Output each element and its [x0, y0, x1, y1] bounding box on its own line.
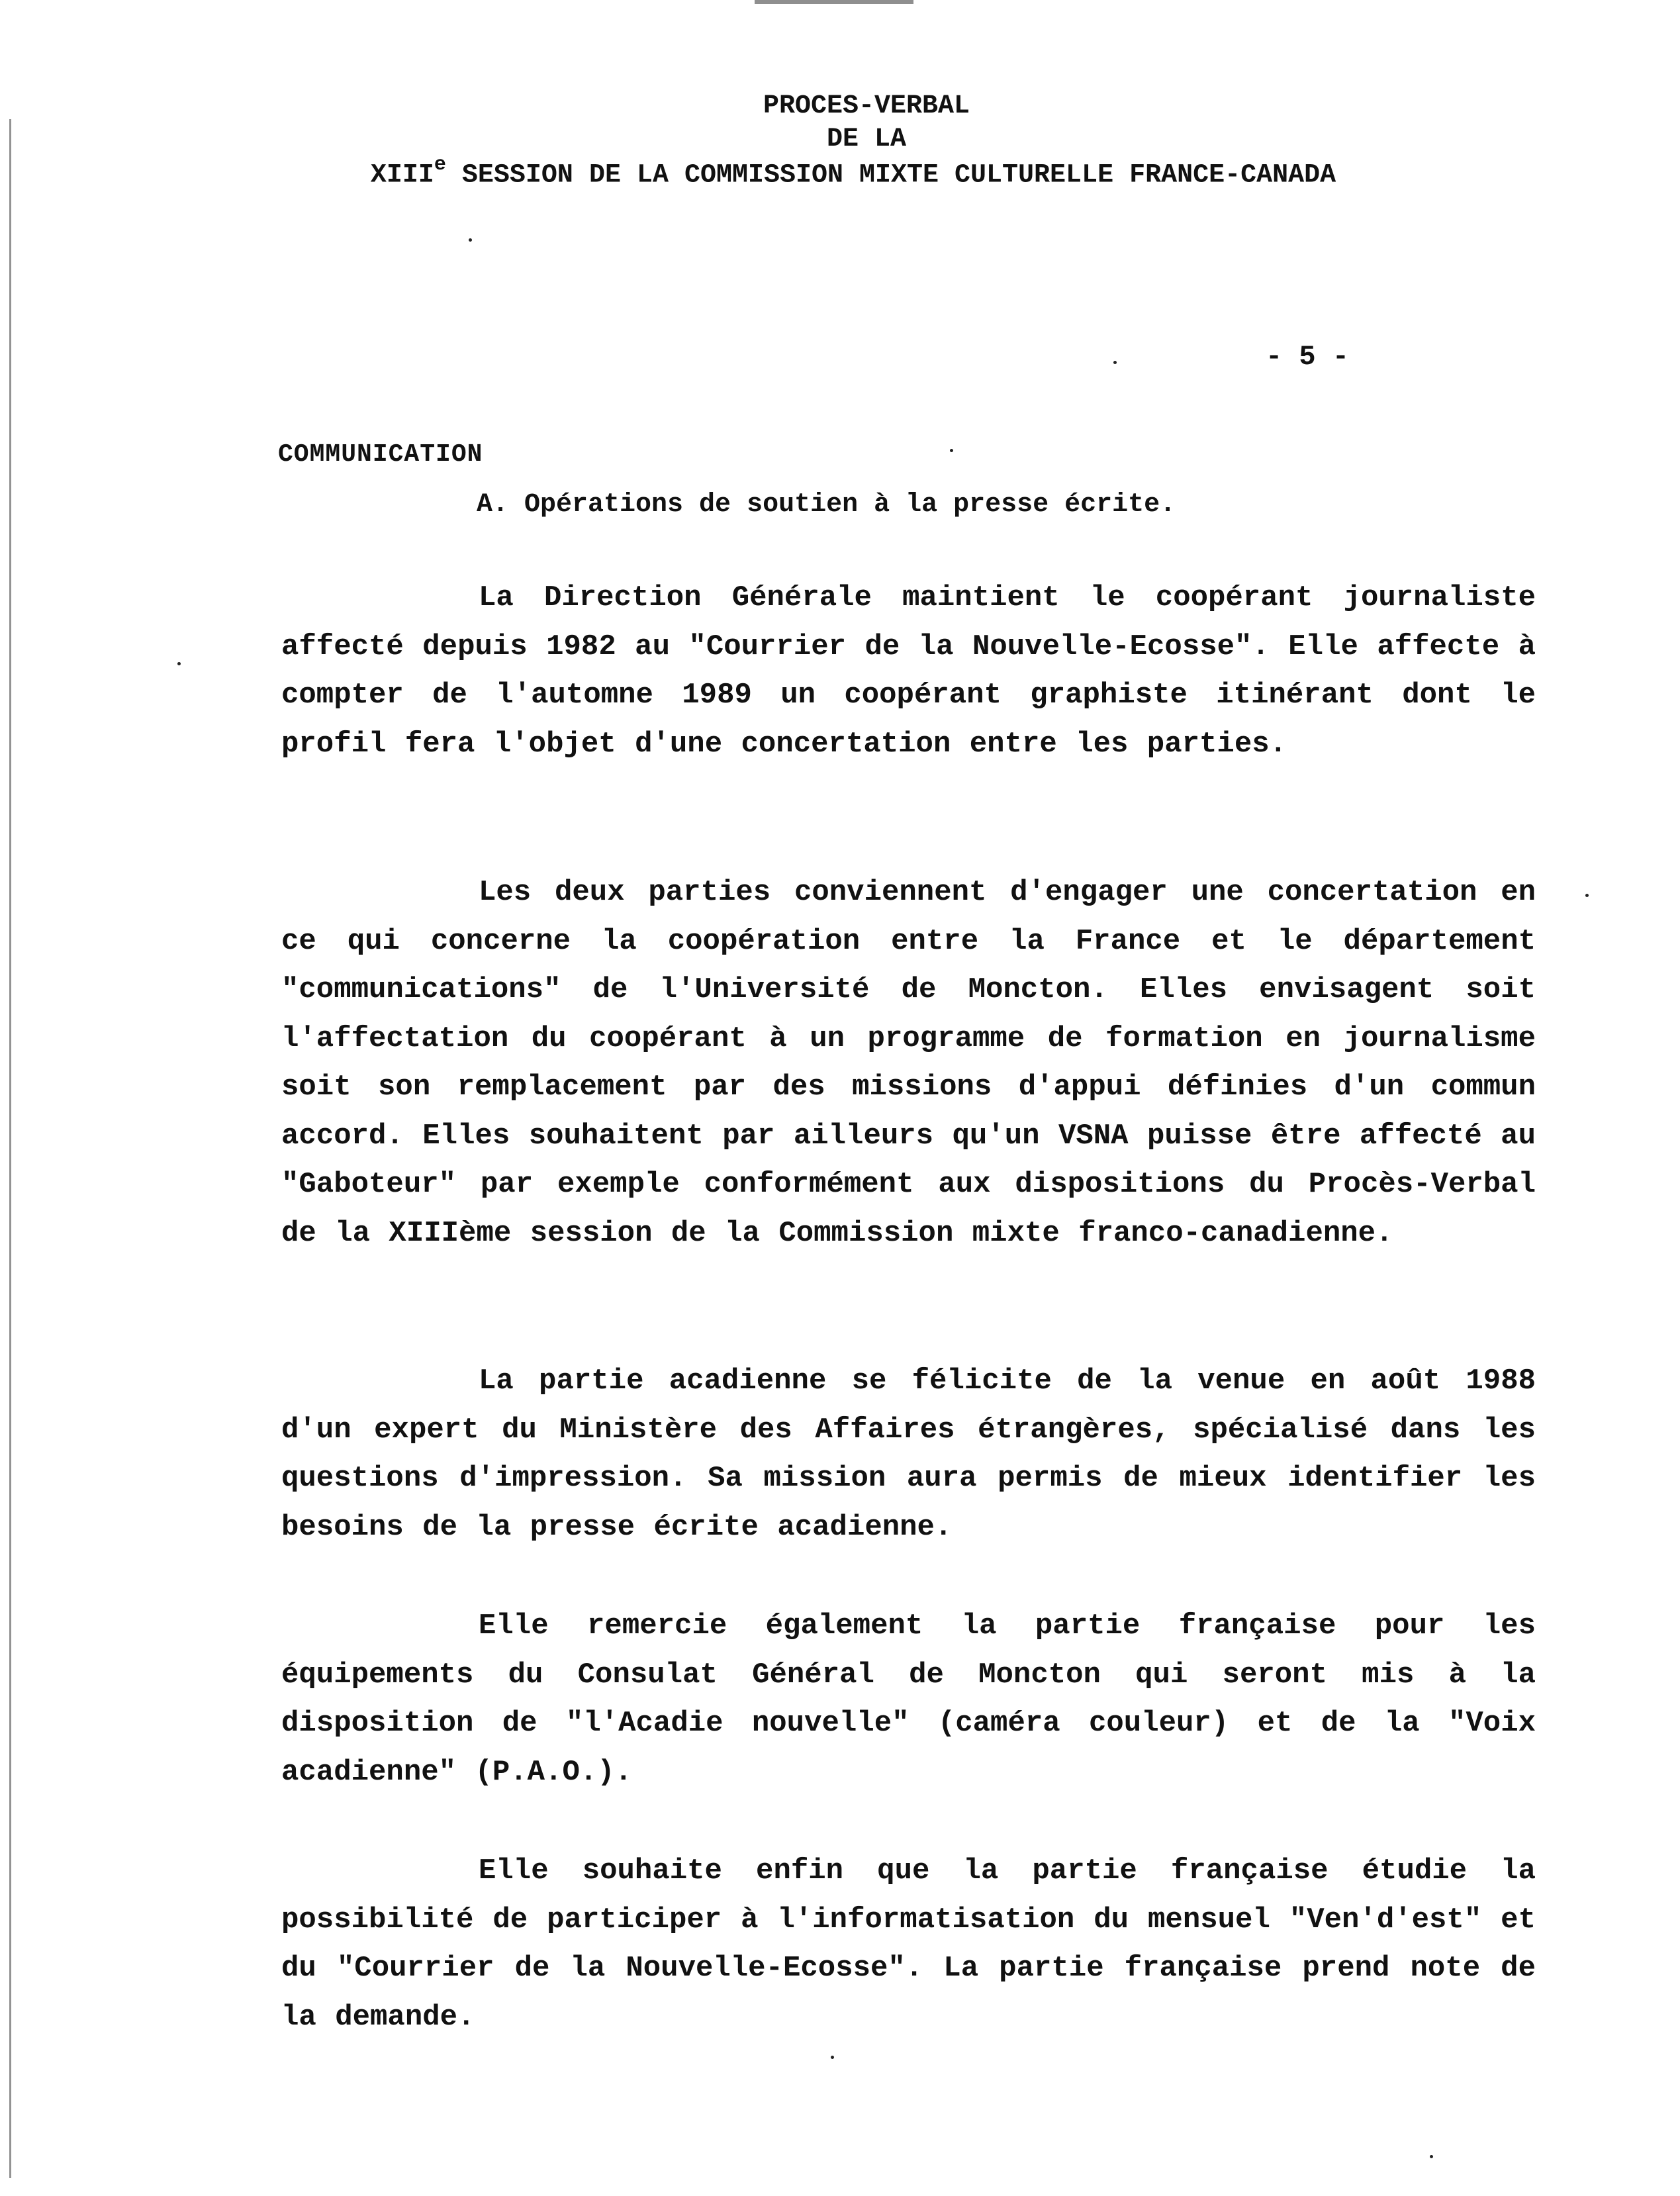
page-number: - 5 -	[1266, 341, 1350, 373]
paragraph-text: Les deux parties conviennent d'engager une concertation en ce qui concerne la coopération entre la France et le département "communications" de l'Université de Moncton. Elles envisagent soit l'affectation du coopérant à un programme de formation en journalisme soit son remplacement par des missions d'appui définies d'un commun accord. Elles souhaitent par ailleurs qu'un VSNA puisse être affecté au "Gaboteur" par exemple conformément aux dispositions du Procès-Verbal de la XIIIème session de la Commission mixte franco-canadienne.	[281, 876, 1536, 1250]
paragraph	[281, 1357, 1536, 1552]
paragraph-text: Elle souhaite enfin que la partie française étudie la possibilité de participer à l'informatisation du mensuel "Ven'd'est" et du "Courrier de la Nouvelle-Ecosse". La partie française prend note de la demande.	[281, 1854, 1536, 2034]
scan-speck	[177, 662, 181, 665]
scan-edge-line	[9, 119, 11, 2178]
scan-speck	[469, 238, 472, 242]
header-subtitle: DE LA	[826, 124, 907, 154]
paragraph-text: La Direction Générale maintient le coopérant journaliste affecté depuis 1982 au "Courrier de la Nouvelle-Ecosse". Elle affecte à compter de l'automne 1989 un coopérant graphiste itinérant dont le profil fera l'objet d'une concertation entre les parties.	[281, 581, 1536, 761]
paragraph	[281, 1602, 1536, 1797]
section-heading: COMMUNICATION	[278, 440, 483, 469]
scan-speck	[1585, 894, 1589, 897]
header-session-superscript: e	[434, 154, 446, 176]
scan-speck	[831, 2056, 834, 2059]
paragraph-text: La partie acadienne se félicite de la venue en août 1988 d'un expert du Ministère des Affaires étrangères, spécialisé dans les questions d'impression. Sa mission aura permis de mieux identifier les besoins de la presse écrite acadienne.	[281, 1364, 1536, 1544]
header-title: PROCES-VERBAL	[763, 91, 970, 121]
subheading: A. Opérations de soutien à la presse écrite.	[477, 490, 1176, 520]
scan-speck	[1113, 361, 1117, 364]
scan-speck	[950, 449, 953, 452]
paragraph-text: Elle remercie également la partie française pour les équipements du Consulat Général de Moncton qui seront mis à la disposition de "l'Acadie nouvelle" (caméra couleur) et de la "Voix acadienne" (P.A.O.).	[281, 1609, 1536, 1789]
header-session-line	[0, 156, 1680, 190]
scan-speck	[1430, 2155, 1433, 2158]
paragraph	[281, 574, 1536, 769]
scan-artifact-top	[755, 0, 913, 4]
paragraph	[281, 869, 1536, 1258]
header-session-text: SESSION DE LA COMMISSION MIXTE CULTURELLE FRANCE-CANADA	[445, 160, 1336, 191]
paragraph	[281, 1847, 1536, 2042]
header-session-numeral: XIII	[370, 160, 434, 191]
